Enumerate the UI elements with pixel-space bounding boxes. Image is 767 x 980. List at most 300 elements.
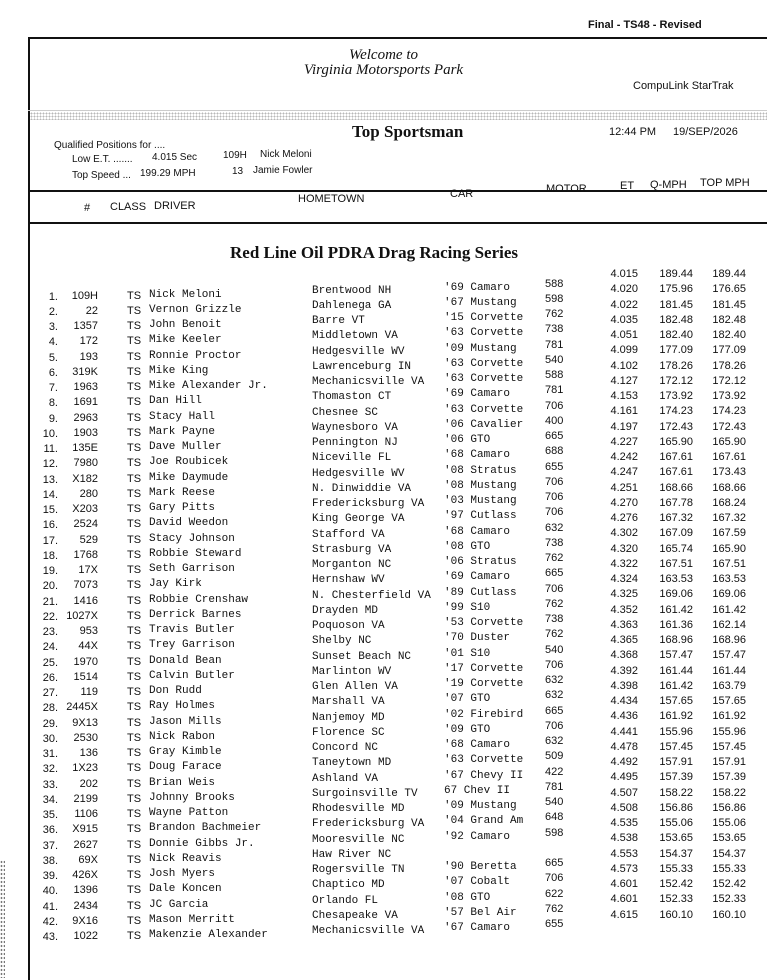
- row-driver: Derrick Barnes: [149, 608, 242, 621]
- row-et: 4.127: [610, 374, 638, 387]
- row-top: 189.44: [712, 268, 746, 280]
- row-car: '92 Camaro: [444, 830, 511, 843]
- row-qmph: 156.86: [659, 801, 693, 814]
- row-num: 109H: [71, 289, 98, 302]
- row-cls: TS: [127, 548, 142, 561]
- row-top: 156.86: [712, 801, 746, 814]
- row-et: 4.022: [610, 298, 638, 311]
- timing-system: CompuLink StarTrak: [633, 80, 734, 92]
- row-qmph: 161.42: [659, 679, 693, 692]
- row-motor: 706: [545, 506, 564, 519]
- row-driver: Dale Koncen: [149, 883, 222, 896]
- row-car: '19 Corvette: [444, 678, 524, 690]
- row-pos: 35.: [42, 809, 58, 821]
- row-driver: JC Garcia: [149, 898, 209, 911]
- row-top: 176.65: [712, 283, 746, 296]
- row-hometown: Morganton NC: [312, 559, 392, 571]
- halftone-band: [30, 112, 767, 120]
- row-driver: Mike King: [149, 364, 209, 377]
- row-driver: Dave Muller: [149, 441, 222, 453]
- row-qmph: 168.96: [659, 634, 693, 646]
- row-hometown: Concord NC: [312, 742, 379, 754]
- row-top: 172.12: [712, 374, 746, 387]
- row-pos: 1.: [48, 290, 58, 303]
- row-pos: 7.: [48, 382, 58, 394]
- row-num: 2963: [73, 411, 98, 424]
- qualified-heading: Qualified Positions for ....: [54, 140, 166, 151]
- row-pos: 19.: [42, 565, 58, 577]
- row-motor: 655: [545, 918, 564, 930]
- row-cls: TS: [127, 289, 142, 302]
- row-qmph: 167.09: [659, 527, 693, 540]
- row-num: 426X: [72, 869, 98, 881]
- row-cls: TS: [127, 594, 142, 607]
- row-qmph: 181.45: [659, 298, 693, 311]
- row-cls: TS: [127, 457, 142, 470]
- row-num: 1416: [73, 594, 98, 607]
- row-motor: 422: [545, 765, 564, 778]
- row-pos: 10.: [42, 427, 58, 440]
- row-car: '57 Bel Air: [444, 906, 517, 919]
- row-et: 4.508: [610, 801, 638, 814]
- row-driver: Don Rudd: [149, 685, 202, 697]
- row-car: '08 GTO: [444, 891, 491, 904]
- row-cls: TS: [127, 823, 142, 836]
- row-qmph: 155.33: [659, 862, 693, 875]
- row-pos: 40.: [42, 885, 58, 898]
- top-speed-value: 199.29 MPH: [140, 168, 196, 179]
- row-cls: TS: [127, 503, 142, 515]
- row-hometown: King George VA: [312, 513, 405, 526]
- row-pos: 38.: [42, 854, 58, 867]
- row-car: '70 Duster: [444, 632, 511, 645]
- row-car: '53 Corvette: [444, 617, 524, 629]
- row-num: 69X: [78, 853, 98, 866]
- row-et: 4.535: [610, 817, 638, 829]
- row-motor: 781: [545, 384, 564, 397]
- row-motor: 706: [545, 872, 564, 885]
- col-header-car: CAR: [450, 188, 474, 200]
- row-num: 22: [85, 304, 98, 317]
- row-top: 160.10: [712, 908, 746, 921]
- row-driver: Donald Bean: [149, 654, 222, 667]
- low-et-value: 4.015 Sec: [152, 152, 198, 163]
- row-top: 181.45: [712, 298, 746, 311]
- row-cls: TS: [127, 304, 142, 317]
- row-hometown: Pennington NJ: [312, 437, 398, 449]
- row-pos: 18.: [42, 549, 58, 562]
- row-num: 7073: [73, 579, 98, 592]
- row-car: '90 Beretta: [444, 861, 517, 873]
- row-cls: TS: [127, 609, 142, 622]
- row-top: 157.65: [712, 695, 746, 707]
- row-hometown: Poquoson VA: [312, 620, 385, 632]
- row-cls: TS: [127, 365, 142, 378]
- row-top: 167.32: [712, 512, 746, 524]
- row-car: '06 Cavalier: [444, 418, 524, 431]
- row-hometown: Orlando FL: [312, 894, 379, 907]
- row-qmph: 182.40: [659, 329, 693, 341]
- row-car: '97 Cutlass: [444, 510, 517, 523]
- row-qmph: 152.33: [659, 893, 693, 906]
- row-num: 136: [79, 747, 98, 759]
- row-motor: 781: [545, 780, 564, 793]
- row-num: 1022: [73, 930, 98, 942]
- row-et: 4.153: [610, 390, 638, 402]
- row-hometown: Marshall VA: [312, 696, 385, 709]
- row-cls: TS: [127, 320, 142, 332]
- row-top: 168.96: [712, 634, 746, 646]
- row-et: 4.161: [610, 405, 638, 418]
- row-motor: 665: [545, 857, 564, 869]
- row-car: '69 Camaro: [444, 281, 511, 294]
- row-pos: 9.: [48, 412, 58, 425]
- row-pos: 31.: [42, 748, 58, 760]
- row-motor: 648: [545, 811, 564, 824]
- row-pos: 32.: [42, 763, 58, 776]
- row-pos: 42.: [42, 915, 58, 928]
- row-hometown: Dahlenega GA: [312, 299, 392, 312]
- row-qmph: 173.92: [659, 390, 693, 402]
- row-num: 1357: [73, 320, 98, 332]
- row-num: X915: [72, 823, 98, 836]
- row-et: 4.324: [610, 573, 638, 585]
- row-driver: David Weedon: [149, 517, 229, 530]
- row-qmph: 161.42: [659, 603, 693, 616]
- row-car: '07 GTO: [444, 693, 491, 706]
- series-title: Red Line Oil PDRA Drag Racing Series: [230, 243, 519, 262]
- row-qmph: 182.48: [659, 313, 693, 326]
- row-cls: TS: [127, 884, 142, 897]
- row-pos: 8.: [48, 397, 58, 410]
- row-top: 168.24: [712, 496, 746, 509]
- row-hometown: Hedgesville WV: [312, 345, 405, 358]
- row-top: 161.42: [712, 603, 746, 616]
- row-car: '09 Mustang: [444, 342, 517, 355]
- row-num: 1963: [73, 381, 98, 393]
- col-header-class: CLASS: [110, 201, 147, 213]
- row-cls: TS: [127, 686, 142, 698]
- row-num: 172: [79, 335, 98, 348]
- row-top: 172.43: [712, 420, 746, 433]
- row-et: 4.368: [610, 649, 638, 662]
- row-num: 135E: [72, 442, 98, 454]
- row-et: 4.363: [610, 618, 638, 631]
- row-et: 4.015: [610, 268, 638, 280]
- row-driver: Donnie Gibbs Jr.: [149, 837, 255, 850]
- row-pos: 39.: [42, 870, 58, 882]
- row-car: '63 Corvette: [444, 754, 524, 767]
- row-et: 4.436: [610, 710, 638, 723]
- row-pos: 3.: [48, 321, 58, 333]
- row-car: '08 Stratus: [444, 464, 517, 477]
- row-et: 4.197: [610, 420, 638, 433]
- row-motor: 665: [545, 567, 564, 580]
- row-driver: Mike Daymude: [149, 471, 229, 484]
- row-motor: 632: [545, 674, 564, 686]
- row-cls: TS: [127, 487, 142, 500]
- row-qmph: 157.65: [659, 695, 693, 707]
- event-title: Top Sportsman: [352, 122, 464, 141]
- row-cls: TS: [127, 914, 142, 927]
- row-top: 157.39: [712, 771, 746, 784]
- row-num: 319K: [72, 365, 98, 378]
- row-top: 152.33: [712, 893, 746, 906]
- low-et-label: Low E.T. .......: [72, 154, 133, 165]
- row-top: 163.79: [712, 679, 746, 692]
- report-status: Final - TS48 - Revised: [588, 19, 702, 31]
- row-cls: TS: [127, 762, 142, 775]
- row-et: 4.478: [610, 740, 638, 753]
- row-hometown: N. Dinwiddie VA: [312, 482, 412, 495]
- row-driver: Gray Kimble: [149, 746, 222, 758]
- row-motor: 598: [545, 826, 564, 839]
- row-motor: 622: [545, 887, 564, 900]
- row-cls: TS: [127, 396, 142, 409]
- row-hometown: Mechanicsville VA: [312, 925, 425, 937]
- row-num: 1903: [73, 426, 98, 439]
- row-num: X203: [72, 503, 98, 515]
- row-hometown: Brentwood NH: [312, 284, 392, 297]
- row-motor: 706: [545, 475, 564, 488]
- row-top: 153.65: [712, 832, 746, 845]
- row-pos: 5.: [48, 351, 58, 364]
- row-et: 4.553: [610, 847, 638, 860]
- row-top: 163.53: [712, 573, 746, 585]
- row-pos: 11.: [43, 443, 58, 455]
- row-top: 162.14: [712, 618, 746, 631]
- row-pos: 13.: [42, 473, 58, 486]
- row-pos: 12.: [42, 458, 58, 471]
- row-pos: 17.: [42, 534, 58, 547]
- row-et: 4.102: [610, 359, 638, 372]
- row-driver: Vernon Grizzle: [149, 303, 242, 316]
- row-motor: 706: [545, 658, 564, 671]
- row-cls: TS: [127, 747, 142, 759]
- row-top: 167.61: [712, 451, 746, 463]
- row-cls: TS: [127, 518, 142, 531]
- row-num: 193: [79, 350, 98, 363]
- row-qmph: 172.43: [659, 420, 693, 433]
- row-num: 2199: [73, 792, 98, 805]
- row-driver: Joe Roubicek: [149, 456, 229, 469]
- row-pos: 27.: [42, 687, 58, 699]
- row-cls: TS: [127, 670, 142, 683]
- row-et: 4.601: [610, 893, 638, 906]
- low-et-car: 109H: [223, 150, 247, 161]
- row-motor: 706: [545, 582, 564, 595]
- row-cls: TS: [127, 869, 142, 881]
- row-qmph: 152.42: [659, 878, 693, 890]
- row-qmph: 158.22: [659, 786, 693, 799]
- col-header-number: #: [84, 202, 91, 214]
- row-num: X182: [72, 472, 98, 485]
- row-top: 165.90: [712, 542, 746, 555]
- row-top: 157.45: [712, 740, 746, 753]
- top-speed-label: Top Speed ...: [72, 170, 131, 181]
- row-pos: 43.: [42, 931, 58, 943]
- row-motor: 540: [545, 796, 564, 808]
- row-driver: Mason Merritt: [149, 913, 235, 926]
- row-car: '63 Corvette: [444, 373, 524, 385]
- row-cls: TS: [127, 777, 142, 790]
- row-et: 4.035: [610, 313, 638, 326]
- top-speed-car: 13: [232, 166, 244, 177]
- row-num: 44X: [78, 640, 98, 653]
- row-et: 4.495: [610, 771, 638, 784]
- row-et: 4.322: [610, 557, 638, 570]
- row-hometown: Ashland VA: [312, 772, 379, 785]
- row-top: 155.06: [712, 817, 746, 829]
- row-cls: TS: [127, 655, 142, 668]
- row-hometown: Shelby NC: [312, 635, 372, 648]
- row-et: 4.276: [610, 512, 638, 524]
- row-top: 169.06: [712, 588, 746, 601]
- row-et: 4.398: [610, 679, 638, 692]
- welcome-line-2: Virginia Motorsports Park: [303, 62, 464, 78]
- row-driver: Travis Butler: [149, 624, 235, 636]
- row-hometown: Chesnee SC: [312, 406, 379, 419]
- row-cls: TS: [127, 426, 142, 439]
- row-num: 1027X: [66, 609, 98, 622]
- row-motor: 588: [545, 369, 564, 381]
- row-cls: TS: [127, 335, 142, 348]
- row-car: '08 Mustang: [444, 479, 517, 492]
- welcome-line-1: Welcome to: [348, 47, 418, 63]
- row-car: '09 Mustang: [444, 800, 517, 812]
- row-driver: Nick Reavis: [149, 852, 222, 865]
- row-car: '06 Stratus: [444, 556, 517, 568]
- row-et: 4.441: [610, 725, 638, 738]
- row-num: 9X13: [72, 716, 98, 729]
- row-car: '08 GTO: [444, 540, 491, 553]
- row-num: 202: [79, 777, 98, 790]
- row-top: 173.92: [712, 390, 746, 402]
- row-pos: 16.: [42, 519, 58, 532]
- row-car: '03 Mustang: [444, 495, 517, 507]
- row-cls: TS: [127, 411, 142, 424]
- row-car: '67 Chevy II: [444, 769, 524, 782]
- row-driver: Trey Garrison: [149, 639, 235, 652]
- row-car: '07 Cobalt: [444, 876, 511, 889]
- row-driver: Stacy Hall: [149, 410, 216, 423]
- row-motor: 665: [545, 704, 564, 717]
- row-car: '67 Camaro: [444, 922, 511, 934]
- row-qmph: 189.44: [659, 268, 693, 280]
- row-qmph: 178.26: [659, 359, 693, 372]
- col-header-qmph: Q-MPH: [650, 179, 687, 191]
- row-motor: 400: [545, 414, 564, 427]
- row-top: 177.09: [712, 344, 746, 357]
- row-et: 4.573: [610, 862, 638, 875]
- row-qmph: 157.45: [659, 740, 693, 753]
- row-top: 161.92: [712, 710, 746, 723]
- row-qmph: 161.44: [659, 664, 693, 677]
- row-pos: 24.: [42, 641, 58, 654]
- row-hometown: Thomaston CT: [312, 391, 392, 404]
- row-top: 167.51: [712, 557, 746, 570]
- row-car: '68 Camaro: [444, 525, 511, 538]
- row-hometown: Marlinton WV: [312, 665, 392, 678]
- row-hometown: Florence SC: [312, 726, 385, 739]
- row-qmph: 167.51: [659, 557, 693, 570]
- row-hometown: Glen Allen VA: [312, 681, 398, 693]
- row-num: 17X: [78, 564, 98, 576]
- row-et: 4.492: [610, 756, 638, 768]
- row-num: 1514: [73, 670, 98, 683]
- row-motor: 781: [545, 338, 564, 351]
- row-driver: Jason Mills: [149, 715, 222, 728]
- row-hometown: Sunset Beach NC: [312, 650, 412, 663]
- row-car: '04 Grand Am: [444, 815, 524, 828]
- row-car: '02 Firebird: [444, 708, 524, 721]
- row-et: 4.270: [610, 496, 638, 509]
- row-num: 1X23: [72, 762, 98, 775]
- row-cls: TS: [127, 838, 142, 851]
- row-pos: 30.: [42, 732, 58, 745]
- row-qmph: 169.06: [659, 588, 693, 601]
- row-car: '68 Camaro: [444, 449, 511, 462]
- row-driver: Brandon Bachmeier: [149, 822, 262, 835]
- row-et: 4.325: [610, 588, 638, 601]
- row-top: 155.33: [712, 862, 746, 875]
- column-header-bottom-rule: [28, 222, 767, 224]
- row-qmph: 160.10: [659, 908, 693, 921]
- row-qmph: 153.65: [659, 832, 693, 845]
- row-et: 4.507: [610, 786, 638, 799]
- row-pos: 22.: [42, 610, 58, 623]
- row-qmph: 175.96: [659, 283, 693, 296]
- row-top: 174.23: [712, 405, 746, 418]
- row-motor: 509: [545, 750, 564, 763]
- row-hometown: Fredericksburg VA: [312, 498, 425, 510]
- row-hometown: Hedgesville WV: [312, 467, 405, 480]
- row-pos: 21.: [42, 595, 58, 608]
- report-time: 12:44 PM: [609, 126, 657, 138]
- row-driver: Ronnie Proctor: [149, 349, 242, 362]
- row-cls: TS: [127, 792, 142, 805]
- row-driver: Makenzie Alexander: [149, 929, 268, 941]
- row-driver: Calvin Butler: [149, 669, 235, 682]
- row-pos: 41.: [42, 900, 58, 913]
- row-pos: 23.: [42, 626, 58, 638]
- row-cls: TS: [127, 808, 142, 820]
- row-driver: Brian Weis: [149, 776, 216, 789]
- scan-edge: [0, 860, 5, 978]
- row-et: 4.051: [610, 329, 638, 341]
- row-cls: TS: [127, 579, 142, 592]
- row-car: 67 Chev II: [444, 784, 511, 797]
- row-qmph: 167.61: [659, 466, 693, 479]
- row-motor: 706: [545, 399, 564, 412]
- row-motor: 655: [545, 460, 564, 473]
- row-et: 4.615: [610, 908, 638, 921]
- row-top: 173.43: [712, 466, 746, 479]
- row-car: '69 Camaro: [444, 571, 511, 584]
- row-top: 168.66: [712, 481, 746, 494]
- row-motor: 738: [545, 536, 564, 549]
- row-driver: Jay Kirk: [149, 578, 202, 591]
- row-motor: 762: [545, 308, 564, 320]
- row-qmph: 165.90: [659, 435, 693, 448]
- row-qmph: 167.61: [659, 451, 693, 463]
- row-num: 1396: [73, 884, 98, 897]
- row-pos: 25.: [42, 656, 58, 669]
- row-pos: 37.: [42, 839, 58, 852]
- row-hometown: Mooresville NC: [312, 833, 405, 846]
- row-top: 157.91: [712, 756, 746, 768]
- row-hometown: Mechanicsville VA: [312, 376, 425, 388]
